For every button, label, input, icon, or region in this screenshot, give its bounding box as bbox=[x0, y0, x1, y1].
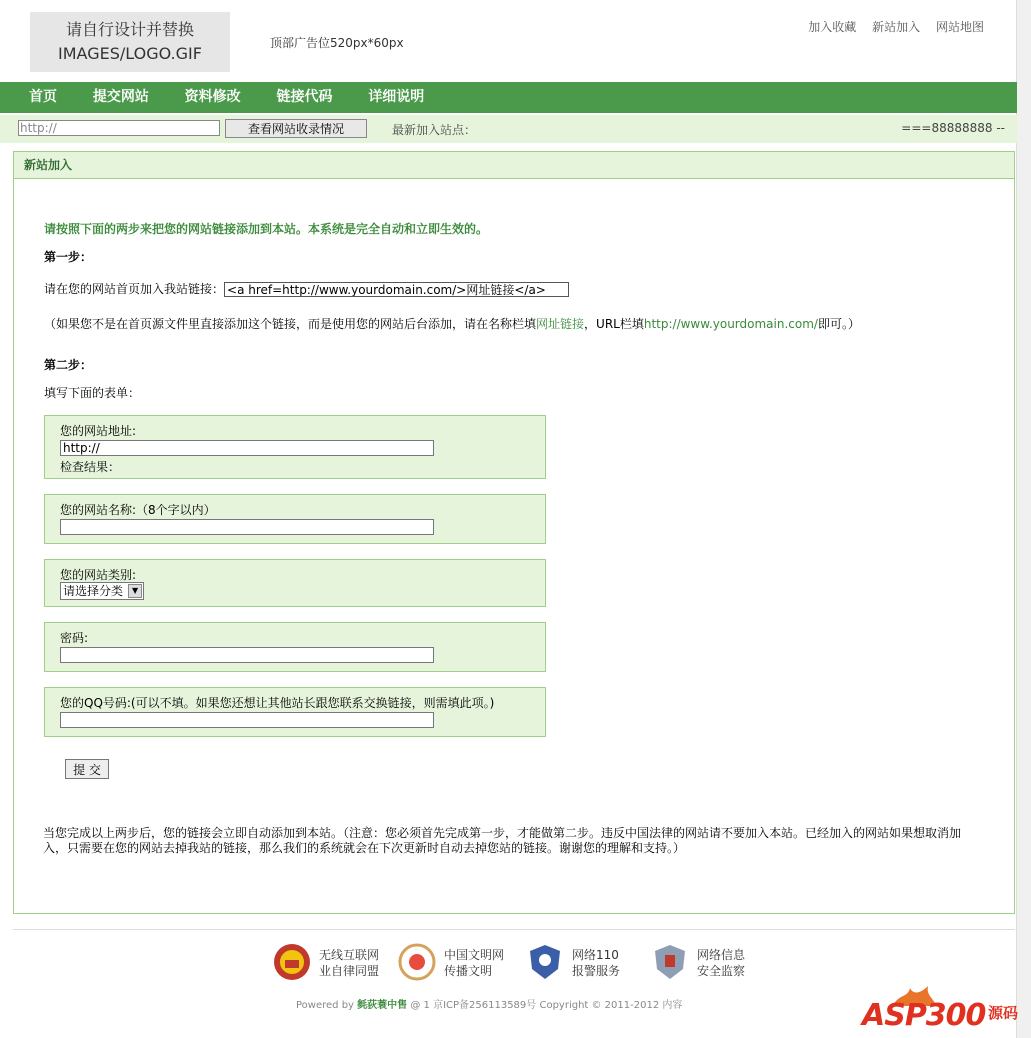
qq-label: 您的QQ号码:(可以不填。如果您还想让其他站长跟您联系交换链接，则需填此项。) bbox=[60, 696, 495, 710]
top-links bbox=[796, 18, 984, 35]
watermark-main: ASP300 bbox=[862, 998, 986, 1033]
top-ad-placeholder: 顶部广告位520px*60px bbox=[270, 36, 404, 50]
footer-divider bbox=[13, 929, 1015, 930]
badge4-line1: 网络信息 bbox=[697, 948, 746, 962]
page-header bbox=[0, 0, 1017, 82]
url-label: 您的网站地址: bbox=[60, 424, 137, 438]
note-link-name[interactable]: 网址链接 bbox=[536, 317, 585, 331]
password-form-box bbox=[44, 622, 546, 672]
badge4-line2: 安全监察 bbox=[697, 964, 746, 978]
submit-button[interactable]: 提 交 bbox=[65, 759, 109, 779]
recent-sites-ticker[interactable]: ===88888888 -- bbox=[901, 121, 1005, 135]
badge-civilization[interactable] bbox=[398, 943, 518, 983]
site-name-label: 您的网站名称:（8个字以内） bbox=[60, 503, 216, 517]
civilization-icon bbox=[398, 943, 436, 981]
add-favorite-link[interactable]: 加入收藏 bbox=[808, 20, 857, 34]
badge1-line1: 无线互联网 bbox=[319, 948, 380, 962]
powered-brand-link[interactable]: 毵荻蓑中售 bbox=[357, 1000, 408, 1011]
police-shield-icon bbox=[526, 943, 564, 981]
nav-edit-profile[interactable]: 资料修改 bbox=[184, 89, 241, 105]
badge2-line2: 传播文明 bbox=[444, 964, 493, 978]
chevron-down-icon[interactable]: ▼ bbox=[128, 584, 142, 598]
password-label: 密码: bbox=[60, 631, 89, 645]
link-code-row bbox=[44, 280, 569, 297]
category-label: 您的网站类别: bbox=[60, 568, 137, 582]
powered-prefix: Powered by bbox=[296, 1000, 354, 1011]
logo-line1: 请自行设计并替换 bbox=[65, 20, 194, 39]
main-nav bbox=[0, 82, 1017, 113]
step2-heading: 第二步： bbox=[44, 358, 93, 372]
badge-police110[interactable] bbox=[526, 943, 646, 983]
nav-details[interactable]: 详细说明 bbox=[368, 89, 425, 105]
password-input[interactable] bbox=[60, 647, 434, 663]
site-logo[interactable] bbox=[30, 12, 230, 72]
new-site-panel bbox=[13, 151, 1015, 914]
badge2-line1: 中国文明网 bbox=[444, 948, 505, 962]
intro-text: 请按照下面的两步来把您的网站链接添加到本站。本系统是完全自动和立即生效的。 bbox=[44, 222, 489, 236]
badge-wireless[interactable] bbox=[273, 943, 393, 983]
note-text bbox=[44, 315, 860, 332]
powered-copyright: @ 1 京ICP备256113589号 Copyright © 2011-2012 内容 bbox=[410, 1000, 683, 1011]
note-part-c: 即可。） bbox=[817, 317, 860, 331]
vertical-scrollbar[interactable] bbox=[1016, 0, 1031, 1038]
security-shield-icon bbox=[651, 943, 689, 981]
badge3-line1: 网络110 bbox=[572, 948, 619, 962]
sitemap-link[interactable]: 网站地图 bbox=[935, 20, 984, 34]
site-name-input[interactable] bbox=[60, 519, 434, 535]
powered-by bbox=[296, 996, 682, 1011]
check-result-label: 检查结果： bbox=[60, 460, 121, 474]
new-site-link[interactable]: 新站加入 bbox=[872, 20, 921, 34]
badge1-line2: 业自律同盟 bbox=[319, 964, 380, 978]
logo-line2: IMAGES/LOGO.GIF bbox=[58, 44, 202, 63]
panel-title: 新站加入 bbox=[14, 152, 1014, 179]
category-form-box bbox=[44, 559, 546, 607]
qq-form-box bbox=[44, 687, 546, 737]
fill-form-text: 填写下面的表单： bbox=[44, 386, 141, 400]
search-bar bbox=[0, 115, 1017, 143]
badge3-line2: 报警服务 bbox=[572, 964, 621, 978]
category-select-value: 请选择分类 bbox=[63, 584, 124, 598]
watermark-sub: 源码 bbox=[988, 1004, 1019, 1022]
category-select[interactable] bbox=[60, 582, 144, 600]
link-code-field[interactable]: <a href=http://www.yourdomain.com/>网址链接</a> bbox=[224, 282, 569, 297]
recent-sites-label: 最新加入站点： bbox=[392, 123, 477, 137]
url-form-box bbox=[44, 415, 546, 479]
name-form-box bbox=[44, 494, 546, 544]
site-url-input[interactable]: http:// bbox=[60, 440, 434, 456]
wireless-alliance-icon bbox=[273, 943, 311, 981]
link-code-label: 请在您的网站首页加入我站链接： bbox=[44, 282, 225, 296]
check-index-button[interactable]: 查看网站收录情况 bbox=[225, 119, 367, 138]
badge-security[interactable] bbox=[651, 943, 771, 983]
nav-submit-site[interactable]: 提交网站 bbox=[92, 89, 149, 105]
nav-link-code[interactable]: 链接代码 bbox=[276, 89, 333, 105]
qq-input[interactable] bbox=[60, 712, 434, 728]
footnote-text: 当您完成以上两步后，您的链接会立即自动添加到本站。（注意：您必须首先完成第一步，才能做第二步。违反中国法律的网站请不要加入本站。已经加入的网站如果想取消加入，只需要在您的网站去掉我站的链接，那么我们的系统就会在下次更新时自动去掉您站的链接。谢谢您的理解和支持。） bbox=[43, 826, 962, 855]
note-part-b: ，URL栏填 bbox=[584, 317, 644, 331]
watermark-logo bbox=[858, 984, 1022, 1034]
note-part-a: （如果您不是在首页源文件里直接添加这个链接，而是使用您的网站后台添加，请在名称栏填 bbox=[44, 317, 537, 331]
note-link-url[interactable]: http://www.yourdomain.com/ bbox=[643, 317, 818, 331]
step1-heading: 第一步： bbox=[44, 250, 93, 264]
nav-home[interactable]: 首页 bbox=[29, 89, 57, 105]
url-search-input[interactable] bbox=[18, 120, 220, 136]
